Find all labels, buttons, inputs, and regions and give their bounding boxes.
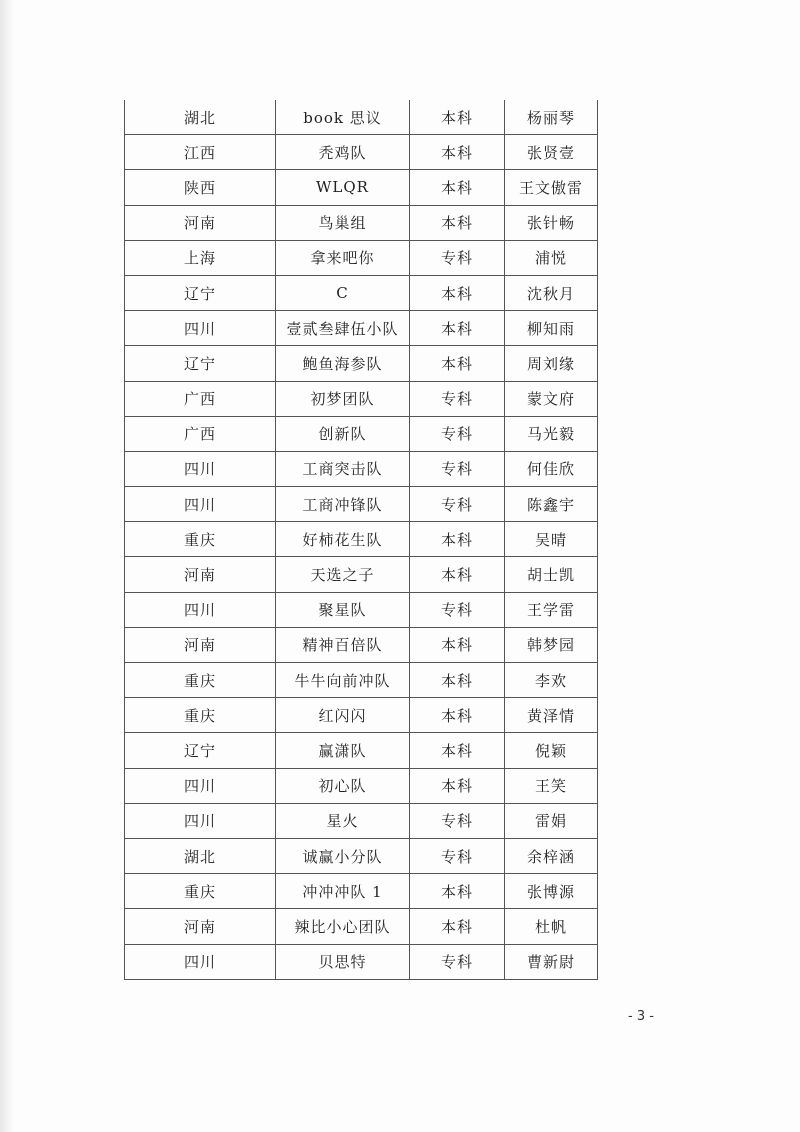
province-cell: 河南 <box>125 205 276 240</box>
table-row <box>125 944 598 979</box>
table-row <box>125 592 598 627</box>
level-cell: 本科 <box>410 733 505 768</box>
level-cell: 本科 <box>410 663 505 698</box>
team-cell: 冲冲冲队 1 <box>276 874 410 909</box>
level-cell: 本科 <box>410 627 505 662</box>
team-cell: 初梦团队 <box>276 381 410 416</box>
province-cell: 广西 <box>125 416 276 451</box>
name-cell: 倪颖 <box>505 733 598 768</box>
team-cell: 工商突击队 <box>276 451 410 486</box>
province-cell: 四川 <box>125 944 276 979</box>
team-cell: 聚星队 <box>276 592 410 627</box>
table-row <box>125 275 598 310</box>
province-cell: 四川 <box>125 768 276 803</box>
page-number: - 3 - <box>628 1009 654 1024</box>
level-cell: 本科 <box>410 170 505 205</box>
level-cell: 专科 <box>410 487 505 522</box>
level-cell: 本科 <box>410 135 505 170</box>
table-row <box>125 381 598 416</box>
team-cell: 天选之子 <box>276 557 410 592</box>
province-cell: 湖北 <box>125 838 276 873</box>
name-cell: 蒙文府 <box>505 381 598 416</box>
province-cell: 辽宁 <box>125 275 276 310</box>
table-row <box>125 838 598 873</box>
table-row <box>125 803 598 838</box>
table-row <box>125 627 598 662</box>
name-cell: 王文傲雷 <box>505 170 598 205</box>
level-cell: 专科 <box>410 944 505 979</box>
province-cell: 重庆 <box>125 522 276 557</box>
province-cell: 河南 <box>125 557 276 592</box>
province-cell: 四川 <box>125 487 276 522</box>
team-cell: 星火 <box>276 803 410 838</box>
team-cell: 壹贰叁肆伍小队 <box>276 311 410 346</box>
team-cell: C <box>276 275 410 310</box>
name-cell: 李欢 <box>505 663 598 698</box>
level-cell: 本科 <box>410 557 505 592</box>
level-cell: 专科 <box>410 592 505 627</box>
province-cell: 河南 <box>125 909 276 944</box>
team-cell: 工商冲锋队 <box>276 487 410 522</box>
table-body <box>125 100 598 979</box>
name-cell: 余梓涵 <box>505 838 598 873</box>
level-cell: 本科 <box>410 874 505 909</box>
level-cell: 本科 <box>410 205 505 240</box>
name-cell: 韩梦园 <box>505 627 598 662</box>
team-cell: 辣比小心团队 <box>276 909 410 944</box>
name-cell: 沈秋月 <box>505 275 598 310</box>
level-cell: 专科 <box>410 803 505 838</box>
table-row <box>125 487 598 522</box>
name-cell: 周刘缘 <box>505 346 598 381</box>
team-cell: WLQR <box>276 170 410 205</box>
team-cell: 红闪闪 <box>276 698 410 733</box>
province-cell: 辽宁 <box>125 346 276 381</box>
province-cell: 上海 <box>125 240 276 275</box>
name-cell: 张针畅 <box>505 205 598 240</box>
province-cell: 河南 <box>125 627 276 662</box>
name-cell: 曹新尉 <box>505 944 598 979</box>
team-cell: 鸟巢组 <box>276 205 410 240</box>
team-cell: 好柿花生队 <box>276 522 410 557</box>
name-cell: 王笑 <box>505 768 598 803</box>
team-cell: 精神百倍队 <box>276 627 410 662</box>
province-cell: 重庆 <box>125 874 276 909</box>
table-row <box>125 100 598 135</box>
level-cell: 专科 <box>410 451 505 486</box>
team-cell: 贝思特 <box>276 944 410 979</box>
team-cell: 创新队 <box>276 416 410 451</box>
team-cell: book 思议 <box>276 100 410 135</box>
name-cell: 胡士凯 <box>505 557 598 592</box>
name-cell: 杜帆 <box>505 909 598 944</box>
scan-edge-shadow <box>0 0 14 1132</box>
name-cell: 张贤壹 <box>505 135 598 170</box>
level-cell: 本科 <box>410 346 505 381</box>
team-cell: 诚赢小分队 <box>276 838 410 873</box>
table-row <box>125 346 598 381</box>
team-cell: 秃鸡队 <box>276 135 410 170</box>
province-cell: 辽宁 <box>125 733 276 768</box>
level-cell: 专科 <box>410 838 505 873</box>
table-row <box>125 205 598 240</box>
level-cell: 本科 <box>410 522 505 557</box>
team-cell: 赢潇队 <box>276 733 410 768</box>
table-row <box>125 733 598 768</box>
table-row <box>125 698 598 733</box>
level-cell: 本科 <box>410 768 505 803</box>
level-cell: 本科 <box>410 698 505 733</box>
level-cell: 专科 <box>410 240 505 275</box>
level-cell: 专科 <box>410 416 505 451</box>
name-cell: 王学雷 <box>505 592 598 627</box>
table-row <box>125 135 598 170</box>
name-cell: 何佳欣 <box>505 451 598 486</box>
team-roster-table <box>124 100 598 980</box>
level-cell: 本科 <box>410 311 505 346</box>
level-cell: 本科 <box>410 100 505 135</box>
province-cell: 四川 <box>125 311 276 346</box>
team-cell: 鲍鱼海参队 <box>276 346 410 381</box>
province-cell: 广西 <box>125 381 276 416</box>
province-cell: 江西 <box>125 135 276 170</box>
province-cell: 四川 <box>125 451 276 486</box>
team-cell: 初心队 <box>276 768 410 803</box>
table-row <box>125 663 598 698</box>
name-cell: 浦悦 <box>505 240 598 275</box>
province-cell: 四川 <box>125 592 276 627</box>
table-row <box>125 240 598 275</box>
table-row <box>125 416 598 451</box>
province-cell: 重庆 <box>125 663 276 698</box>
table-row <box>125 522 598 557</box>
name-cell: 陈鑫宇 <box>505 487 598 522</box>
level-cell: 本科 <box>410 909 505 944</box>
table-row <box>125 311 598 346</box>
level-cell: 专科 <box>410 381 505 416</box>
name-cell: 雷娟 <box>505 803 598 838</box>
province-cell: 重庆 <box>125 698 276 733</box>
province-cell: 四川 <box>125 803 276 838</box>
table-row <box>125 768 598 803</box>
table-row <box>125 909 598 944</box>
name-cell: 柳知雨 <box>505 311 598 346</box>
province-cell: 湖北 <box>125 100 276 135</box>
name-cell: 黄泽情 <box>505 698 598 733</box>
table-row <box>125 451 598 486</box>
level-cell: 本科 <box>410 275 505 310</box>
table-row <box>125 874 598 909</box>
name-cell: 马光毅 <box>505 416 598 451</box>
team-cell: 拿来吧你 <box>276 240 410 275</box>
table-row <box>125 170 598 205</box>
province-cell: 陕西 <box>125 170 276 205</box>
name-cell: 张博源 <box>505 874 598 909</box>
table-row <box>125 557 598 592</box>
name-cell: 吴晴 <box>505 522 598 557</box>
name-cell: 杨丽琴 <box>505 100 598 135</box>
team-cell: 牛牛向前冲队 <box>276 663 410 698</box>
